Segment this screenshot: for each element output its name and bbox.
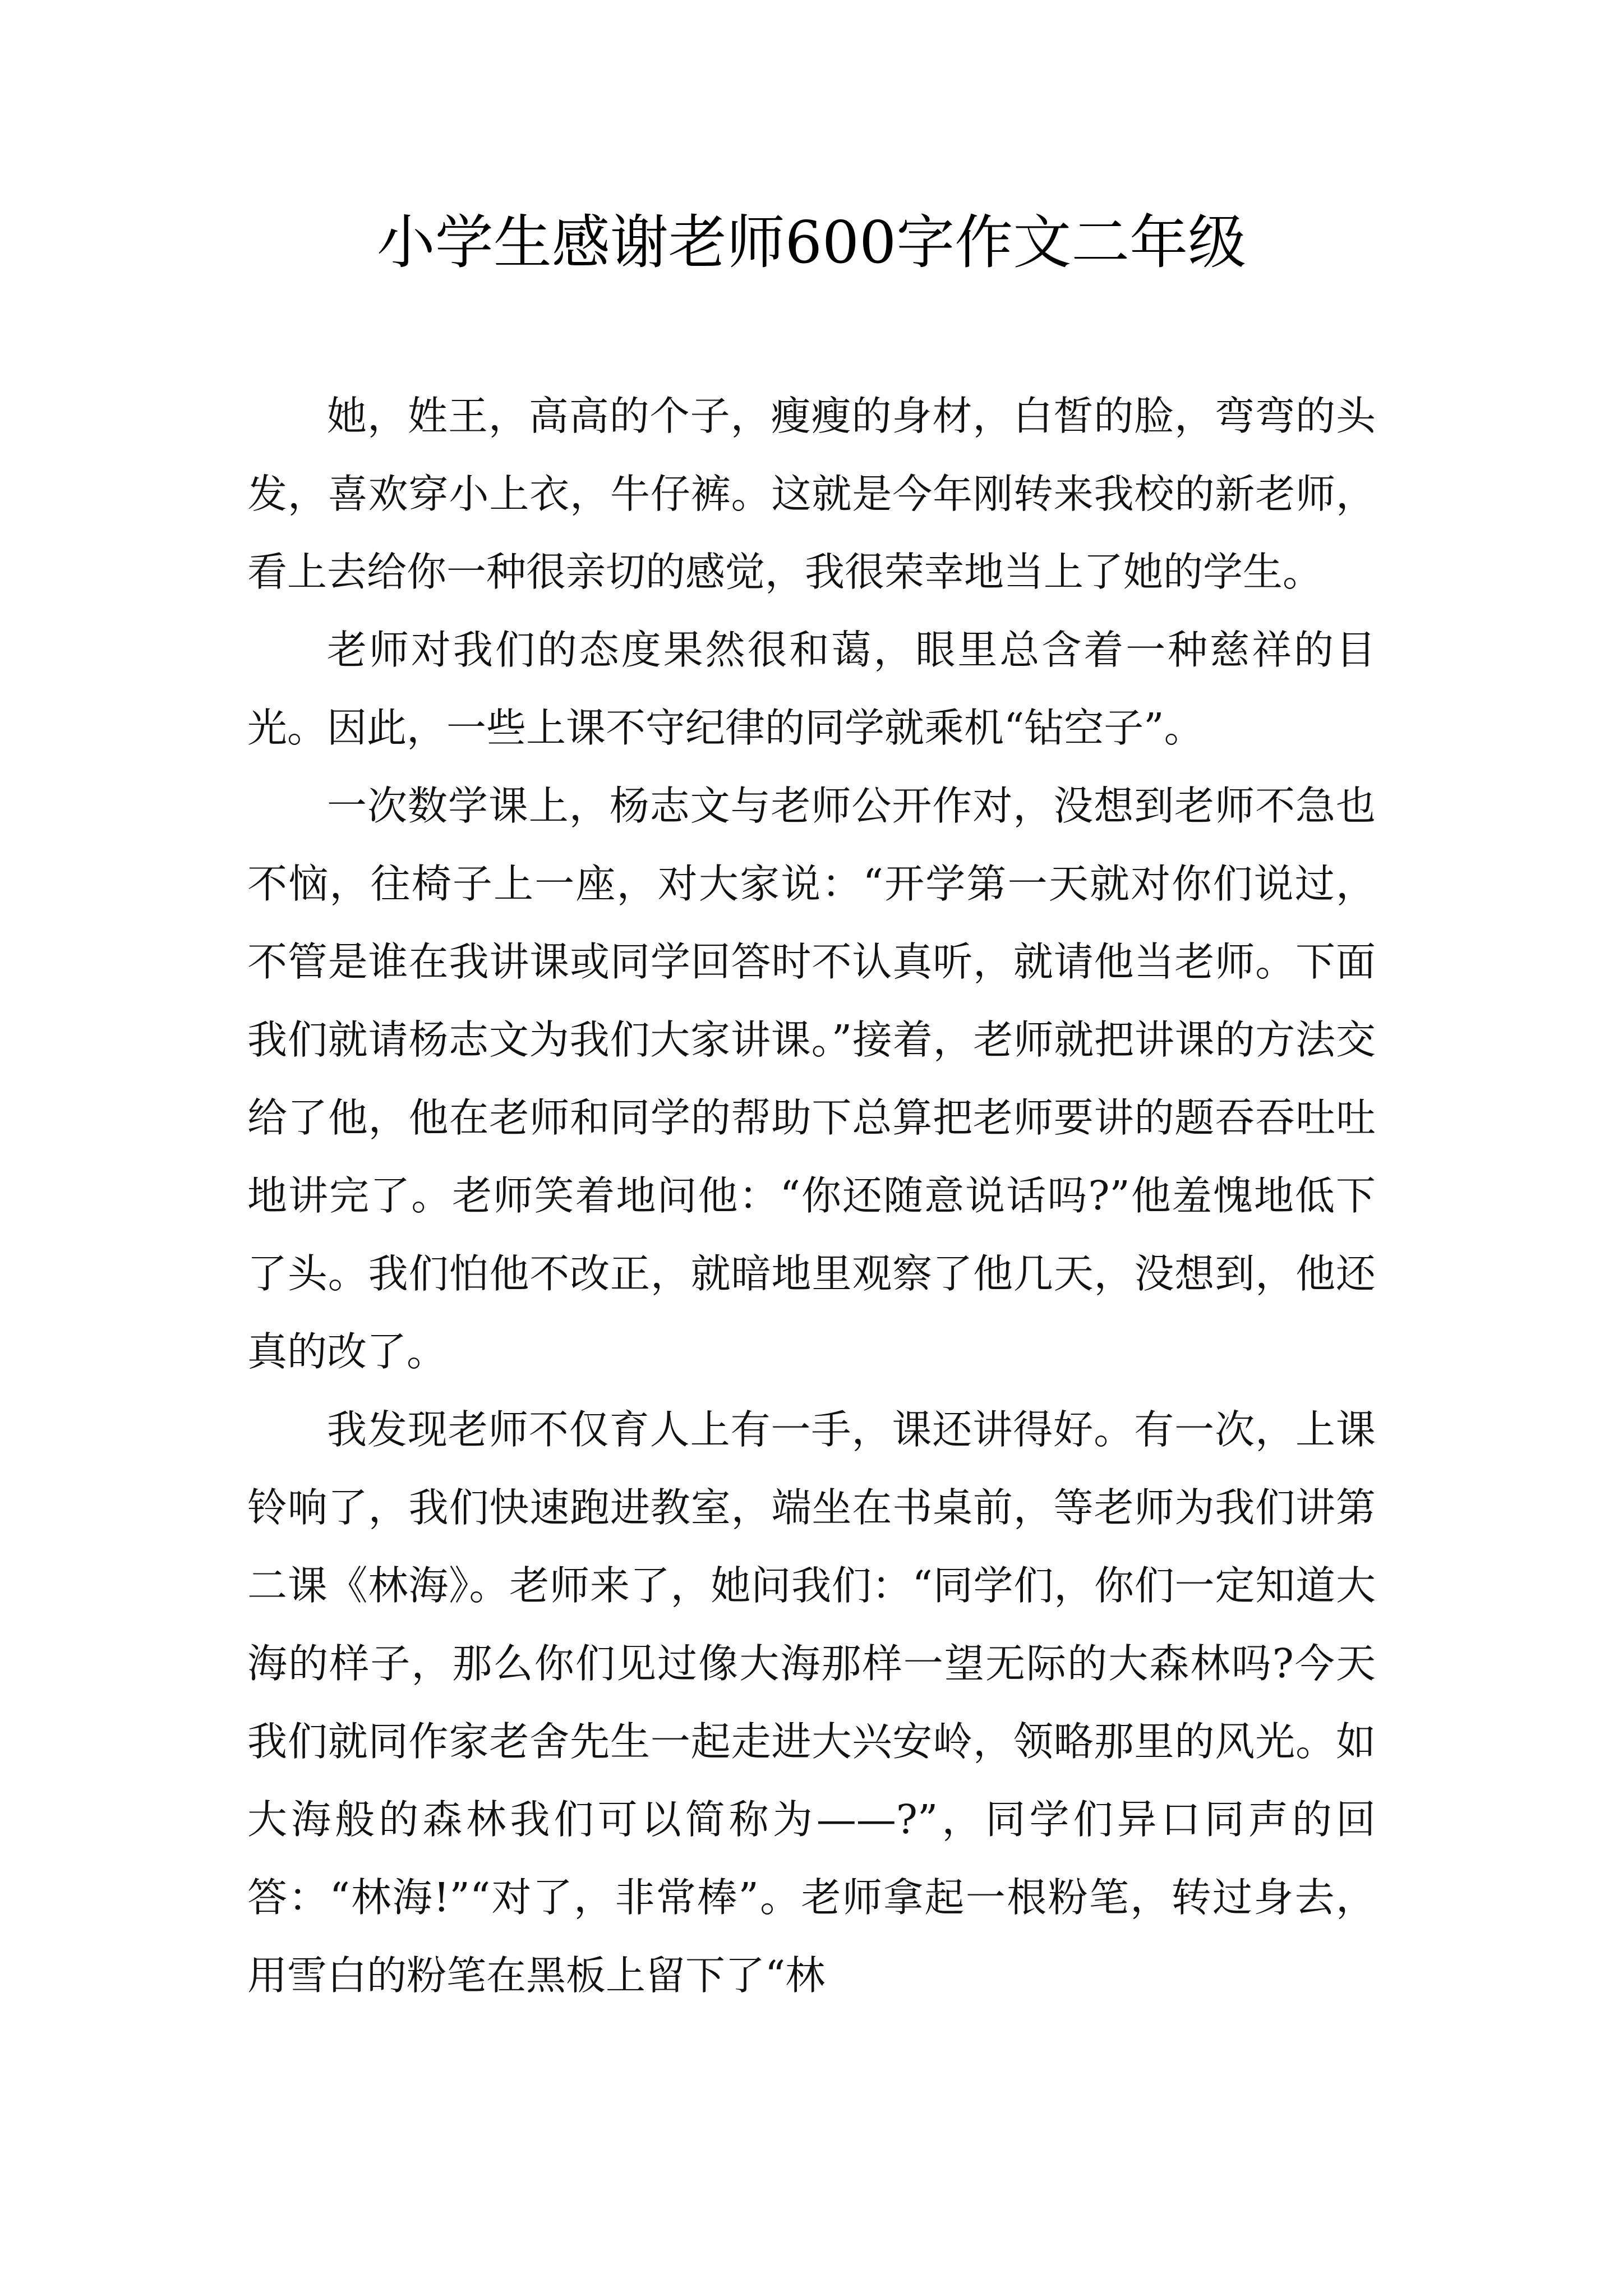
paragraph-2: 老师对我们的态度果然很和蔼，眼里总含着一种慈祥的目光。因此，一些上课不守纪律的同学就乘机“钻空子”。 (247, 627, 1376, 751)
paragraph-4: 我发现老师不仅育人上有一手，课还讲得好。有一次，上课铃响了，我们快速跑进教室，端坐在书桌前，等老师为我们讲第二课《林海》。老师来了，她问我们：“同学们，你们一定知道大海的样子，那么你们见过像大海那样一望无际的大森林吗?今天我们就同作家老舍先生一起走进大兴安岭，领略那里的风光。如大海般的森林我们可以简称为——?”，同学们异口同声的回答：“林海!”“对了，非常棒”。老师拿起一根粉笔，转过身去，用雪白的粉笔在黑板上留下了“林 (247, 1406, 1376, 1999)
document-title: 小学生感谢老师600字作文二年级 (376, 208, 1247, 277)
document-body (247, 377, 1376, 2014)
paragraph-3: 一次数学课上，杨志文与老师公开作对，没想到老师不急也不恼，往椅子上一座，对大家说：“开学第一天就对你们说过，不管是谁在我讲课或同学回答时不认真听，就请他当老师。下面我们就请杨志文为我们大家讲课。”接着，老师就把讲课的方法交给了他，他在老师和同学的帮助下总算把老师要讲的题吞吞吐吐地讲完了。老师笑着地问他：“你还随意说话吗?”他羞愧地低下了头。我们怕他不改正，就暗地里观察了他几天，没想到，他还真的改了。 (247, 783, 1376, 1375)
paragraph-1: 她，姓王，高高的个子，瘦瘦的身材，白皙的脸，弯弯的头发，喜欢穿小上衣，牛仔裤。这就是今年刚转来我校的新老师，看上去给你一种很亲切的感觉，我很荣幸地当上了她的学生。 (247, 393, 1376, 595)
